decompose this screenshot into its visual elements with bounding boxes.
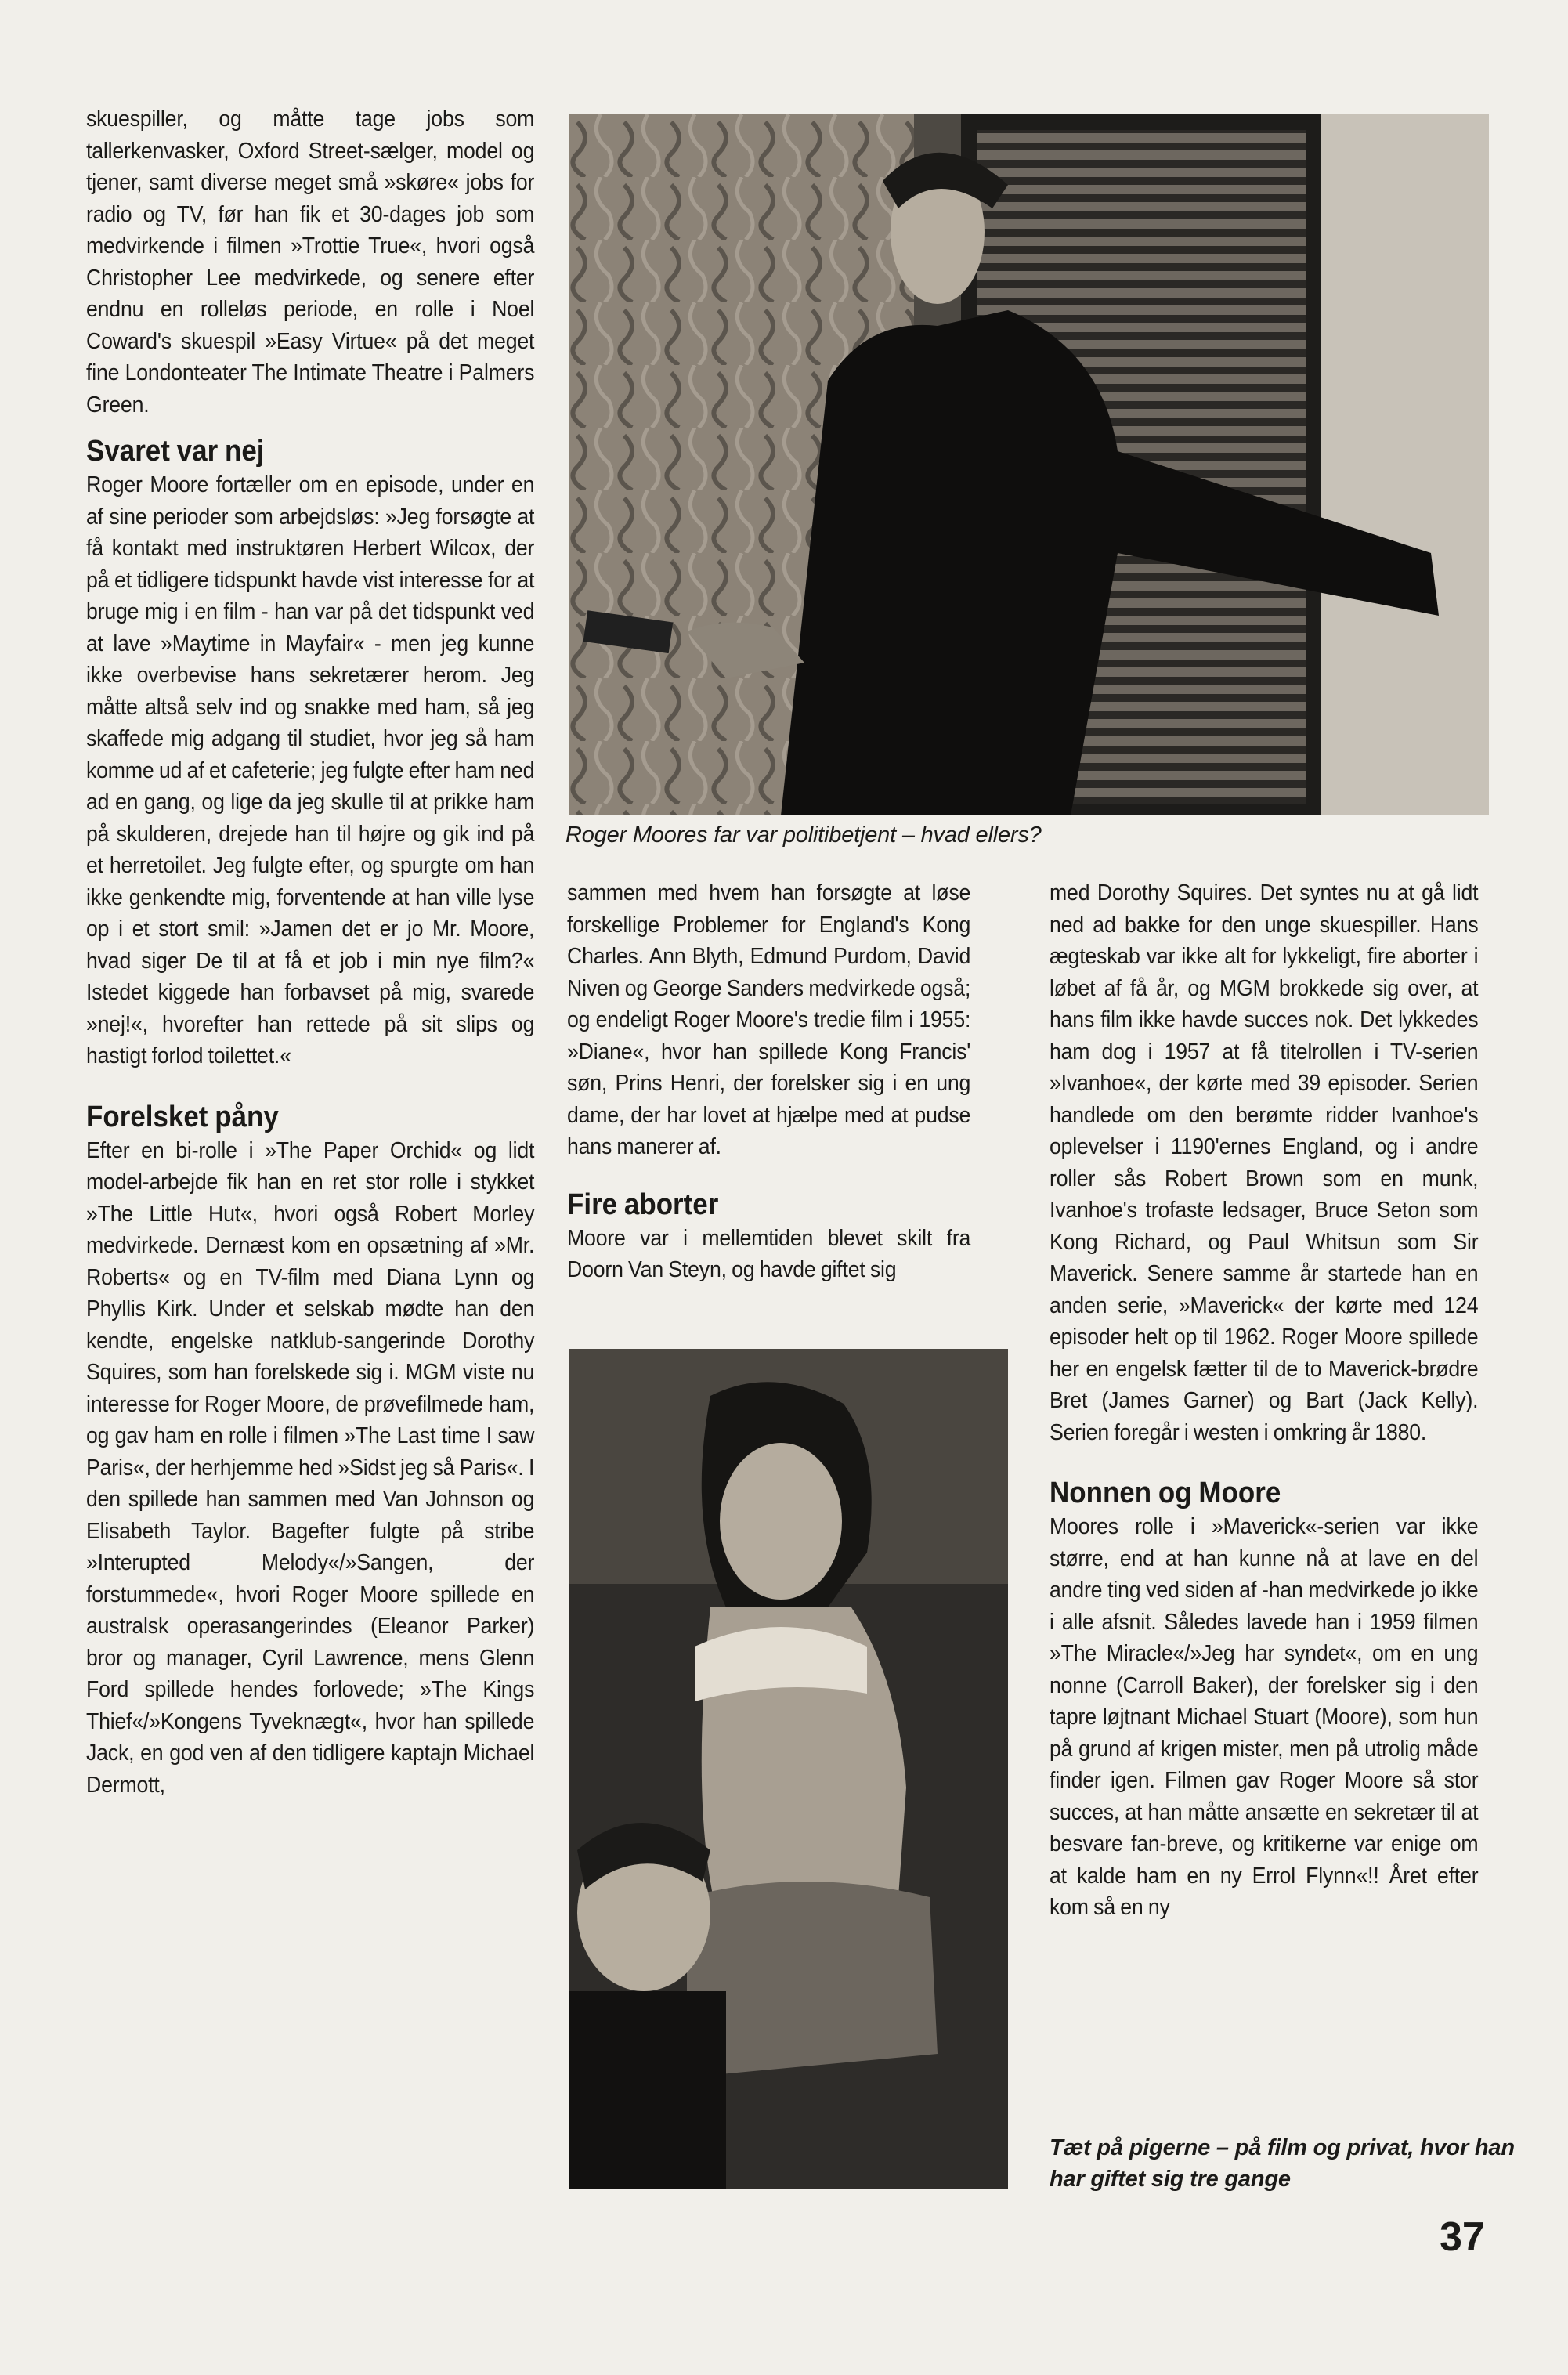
paragraph-ivanhoe-maverick: med Dorothy Squires. Det syntes nu at gå lidt ned ad bakke for den unge skuespiller. Hans ægteskab var ikke alt for lykkeligt, fire aborter i løbet af få år, og MGM brokkede sig over, at hans film ikke havde succes nok. Det lykkedes ham dog i 1957 at få titelrollen i TV-serien »Ivanhoe«, der kørte med 39 episoder. Serien handlede om den berømte ridder Ivanhoe's oplevelser i 1190'ernes England, og i andre roller sås Robert Brown som en munk, Ivanhoe's trofaste ledsager, Bruce Seton som Kong Richard, og Paul Whitsun som Sir Maverick. Senere samme år startede han en anden serie, »Maverick« der kørte med 124 episoder helt op til 1962. Roger Moore spillede her en engelsk fætter til de to Maverick-brødre Bret (James Garner) og Bart (Jack Kelly). Serien foregår i westen i omkring år 1880. — [1050, 880, 1479, 1445]
heading-nonnen-og-moore: Nonnen og Moore — [1050, 1477, 1281, 1509]
page-number: 37 — [1440, 2214, 1485, 2260]
paragraph-mgm-films: Efter en bi-rolle i »The Paper Orchid« og lidt model-arbejde fik han en ret stor rolle i stykket »The Little Hut«, hvori også Robert Morley medvirkede. Dernæst kom en opsætning af »Mr. Roberts« og en TV-film med Diana Lynn og Phyllis Kirk. Under et selskab mødte han den kendte, engelske natklub-sangerinde Dorothy Squires, som han forelskede sig i. MGM viste nu interesse for Roger Moore, de prøvefilmede ham, og gav ham en rolle i filmen »The Last time I saw Paris«, der herhjemme hed »Sidst jeg så Paris«. I den spillede han sammen med Van Johnson og Elisabeth Taylor. Bagefter fulgte på stribe »Interupted Melody«/»Sangen, der forstummede«, hvori Roger Moore spillede en australsk operasangerindes (Eleanor Parker) bror og manager, Cyril Lawrence, mens Glenn Ford spillede hendes forlovede; »The Kings Thief«/»Kongens Tyveknægt«, hvor han spillede Jack, en god ven af den tidligere kaptajn Michael Dermott, — [86, 1137, 535, 1798]
photo-placeholder-1 — [569, 114, 1489, 815]
paragraph-early-jobs: skuespiller, og måtte tage jobs som tallerkenvasker, Oxford Street-sælger, model og tjener, samt diverse meget små »skøre« jobs for radio og TV, før han fik et 30-dages job som medvirkende i filmen »Trottie True«, hvori også Christopher Lee medvirkede, og senere efter endnu en rolleløs periode, en rolle i Noel Coward's skuespil »Easy Virtue« på det meget fine Londonteater The Intimate Theatre i Palmers Green. — [86, 107, 535, 418]
caption-photo-2: Tæt på pigerne – på film og privat, hvor han har giftet sig tre gange — [1050, 2135, 1515, 2192]
paragraph-the-miracle: Moores rolle i »Maverick«-serien var ikke større, end at han kunne nå at lave en del andre ting ved siden af -han medvirkede jo ikke i alle afsnit. Således lavede han i 1959 filmen »The Miracle«/»Jeg har syndet«, om en ung nonne (Carroll Baker), der forelsker sig i den tapre løjtnant Michael Stuart (Moore), som hun på grund af krigen mister, men på utrolig måde finder igen. Filmen gav Roger Moore så stor succes, at han måtte ansætte en sekretær til at besvare fan-breve, og kritikerne var enige om at kalde ham en ny Errol Flynn«!! Året efter kom så en ny — [1050, 1514, 1479, 1920]
heading-svaret-var-nej: Svaret var nej — [86, 435, 265, 468]
heading-forelsket-pany: Forelsket påny — [86, 1100, 279, 1133]
paragraph-kings-thief: sammen med hvem han forsøgte at løse forskellige Problemer for England's Kong Charles. Ann Blyth, Edmund Purdom, David Niven og George Sanders medvirkede også; og endeligt Roger Moore's tredie film i 1955: »Diane«, hvor han spillede Kong Francis' søn, Prins Henri, der forelsker sig i en ung dame, der har lovet at hjælpe med at pudse hans manerer af. — [567, 880, 971, 1159]
photo-roger-moore-with-gun — [569, 114, 1489, 815]
photo-belly-dancer — [569, 1349, 1008, 2189]
paragraph-divorce: Moore var i mellemtiden blevet skilt fra Doorn Van Steyn, og havde giftet sig — [567, 1225, 971, 1282]
heading-fire-aborter: Fire aborter — [567, 1188, 719, 1221]
text-column-left — [86, 103, 534, 1801]
paragraph-herbert-wilcox: Roger Moore fortæller om en episode, under en af sine perioder som arbejdsløs: »Jeg forsøgte at få kontakt med instruktøren Herbert Wilcox, der på et tidligere tidspunkt havde vist interesse for at bruge mig i en film - han var på det tidspunkt ved at lave »Maytime in Mayfair« - men jeg kunne ikke overbevise hans sekretærer herom. Jeg måtte altså selv ind og snakke med ham, så jeg skaffede mig adgang til studiet, hvor jeg så ham komme ud af et cafeterie; jeg fulgte efter ham ned ad en gang, og lige da jeg skulle til at prikke ham på skulderen, drejede han til højre og gik ind på et herretoilet. Jeg fulgte efter, og spurgte om han ikke genkendte mig, forventende at han ville lyse op i et stort smil: »Jamen det er jo Mr. Moore, hvad siger De til at få et job i min nye film?« Istedet kiggede han forbavset på mig, svarede »nej!«, hvorefter han rettede på sit slips og hastigt forlod toilettet.« — [86, 472, 535, 1068]
text-column-middle — [567, 877, 970, 1286]
photo-placeholder-2 — [569, 1349, 1008, 2189]
caption-photo-1: Roger Moores far var politibetjent – hvad ellers? — [565, 822, 1042, 848]
text-column-right — [1050, 877, 1478, 1924]
